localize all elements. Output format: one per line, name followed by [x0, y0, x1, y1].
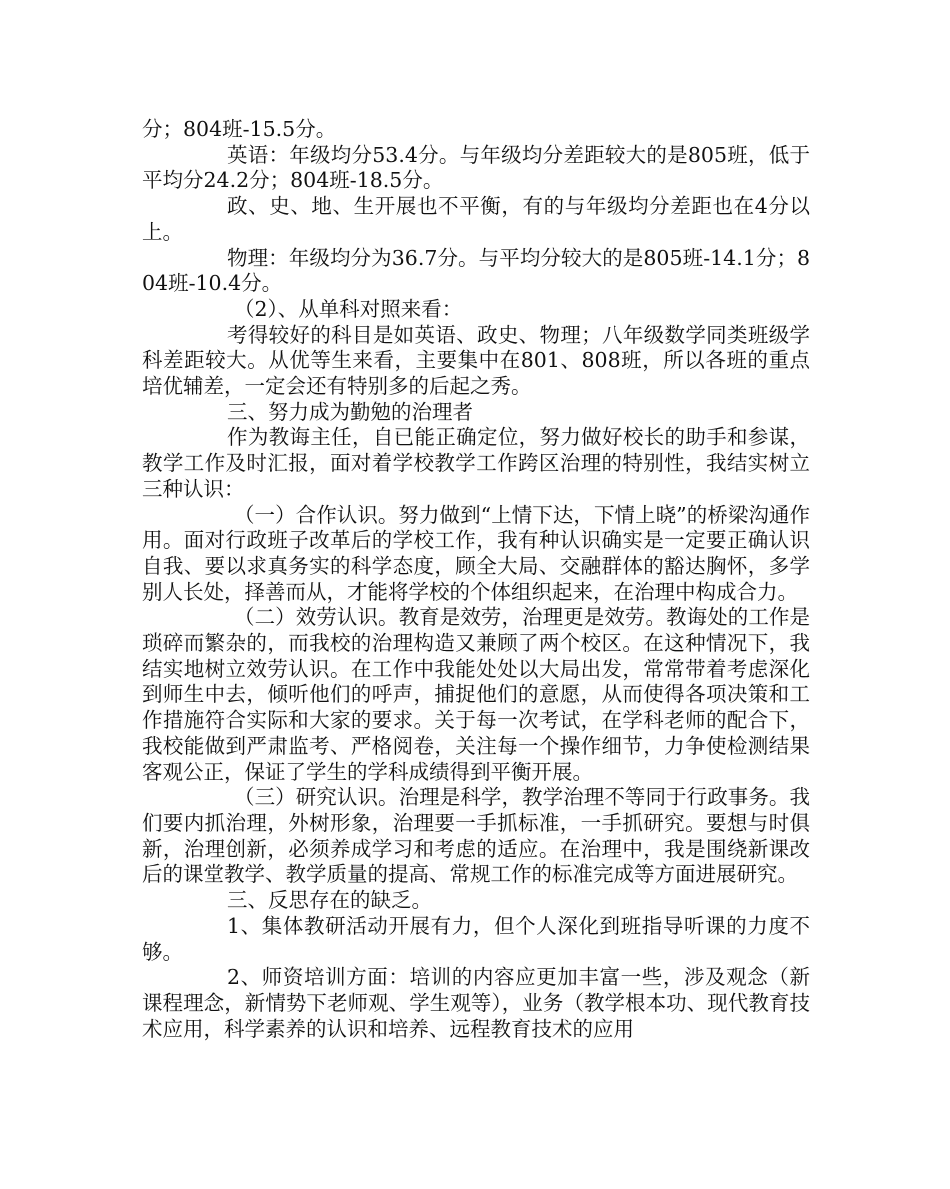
document-body — [142, 117, 810, 1042]
paragraph-reflection-2: 2、师资培训方面：培训的内容应更加丰富一些，涉及观念（新课程理念，新情势下老师观、学生观等），业务（教学根本功、现代教育技术应用，科学素养的认识和培养、远程教育技术的应用 — [142, 965, 810, 1041]
paragraph-physics-scores: 物理：年级均分为36.7分。与平均分较大的是805班-14.1分；804班-10.4分。 — [142, 245, 810, 296]
paragraph-other-subjects: 政、史、地、生开展也不平衡，有的与年级均分差距也在4分以上。 — [142, 194, 810, 244]
paragraph-1: 分；804班-15.5分。 — [142, 117, 337, 141]
section-heading-reflection: 三、反思存在的缺乏。 — [227, 888, 432, 913]
paragraph-cooperation: （一）合作认识。努力做到“上情下达，下情上晓”的桥梁沟通作用。面对行政班子改革后的学校工作，我有种认识确实是一定要正确认识自我、要以求真务实的科学态度，顾全大局、交融群体的豁达胸怀，多学别人长处，择善而从，才能将学校的个体组织起来，在治理中构成合力。 — [142, 502, 810, 604]
section-heading-manager: 三、努力成为勤勉的治理者 — [227, 399, 473, 424]
paragraph-subject-comparison: 考得较好的科目是如英语、政史、物理；八年级数学同类班级学科差距较大。从优等生来看，主要集中在801、808班，所以各班的重点培优辅差，一定会还有特别多的后起之秀。 — [142, 322, 810, 399]
paragraph-single-subject-heading: （2）、从单科对照来看： — [234, 296, 463, 321]
paragraph-reflection-1: 1、集体教研活动开展有力，但个人深化到班指导听课的力度不够。 — [142, 913, 810, 964]
paragraph-service: （二）效劳认识。教育是效劳，治理更是效劳。教诲处的工作是琐碎而繁杂的，而我校的治理构造又兼顾了两个校区。在这种情况下，我结实地树立效劳认识。在工作中我能处处以大局出发，常常带着考虑深化到师生中去，倾听他们的呼声，捕捉他们的意愿，从而使得各项决策和工作措施符合实际和大家的要求。关于每一次考试，在学科老师的配合下，我校能做到严肃监考、严格阅卷，关注每一个操作细节，力争使检测结果客观公正，保证了学生的学科成绩得到平衡开展。 — [142, 605, 810, 784]
paragraph-research: （三）研究认识。治理是科学，教学治理不等同于行政事务。我们要内抓治理，外树形象，治理要一手抓标准，一手抓研究。要想与时俱新，治理创新，必须养成学习和考虑的适应。在治理中，我是围绕新课改后的课堂教学、教学质量的提高、常规工作的标准完成等方面进展研究。 — [142, 785, 810, 887]
paragraph-english-scores: 英语：年级均分53.4分。与年级均分差距较大的是805班，低于平均分24.2分；804班-18.5分。 — [142, 142, 810, 193]
paragraph-role-intro: 作为教诲主任，自已能正确定位，努力做好校长的助手和参谋，教学工作及时汇报，面对着学校教学工作跨区治理的特别性，我结实树立三种认识： — [142, 425, 810, 501]
